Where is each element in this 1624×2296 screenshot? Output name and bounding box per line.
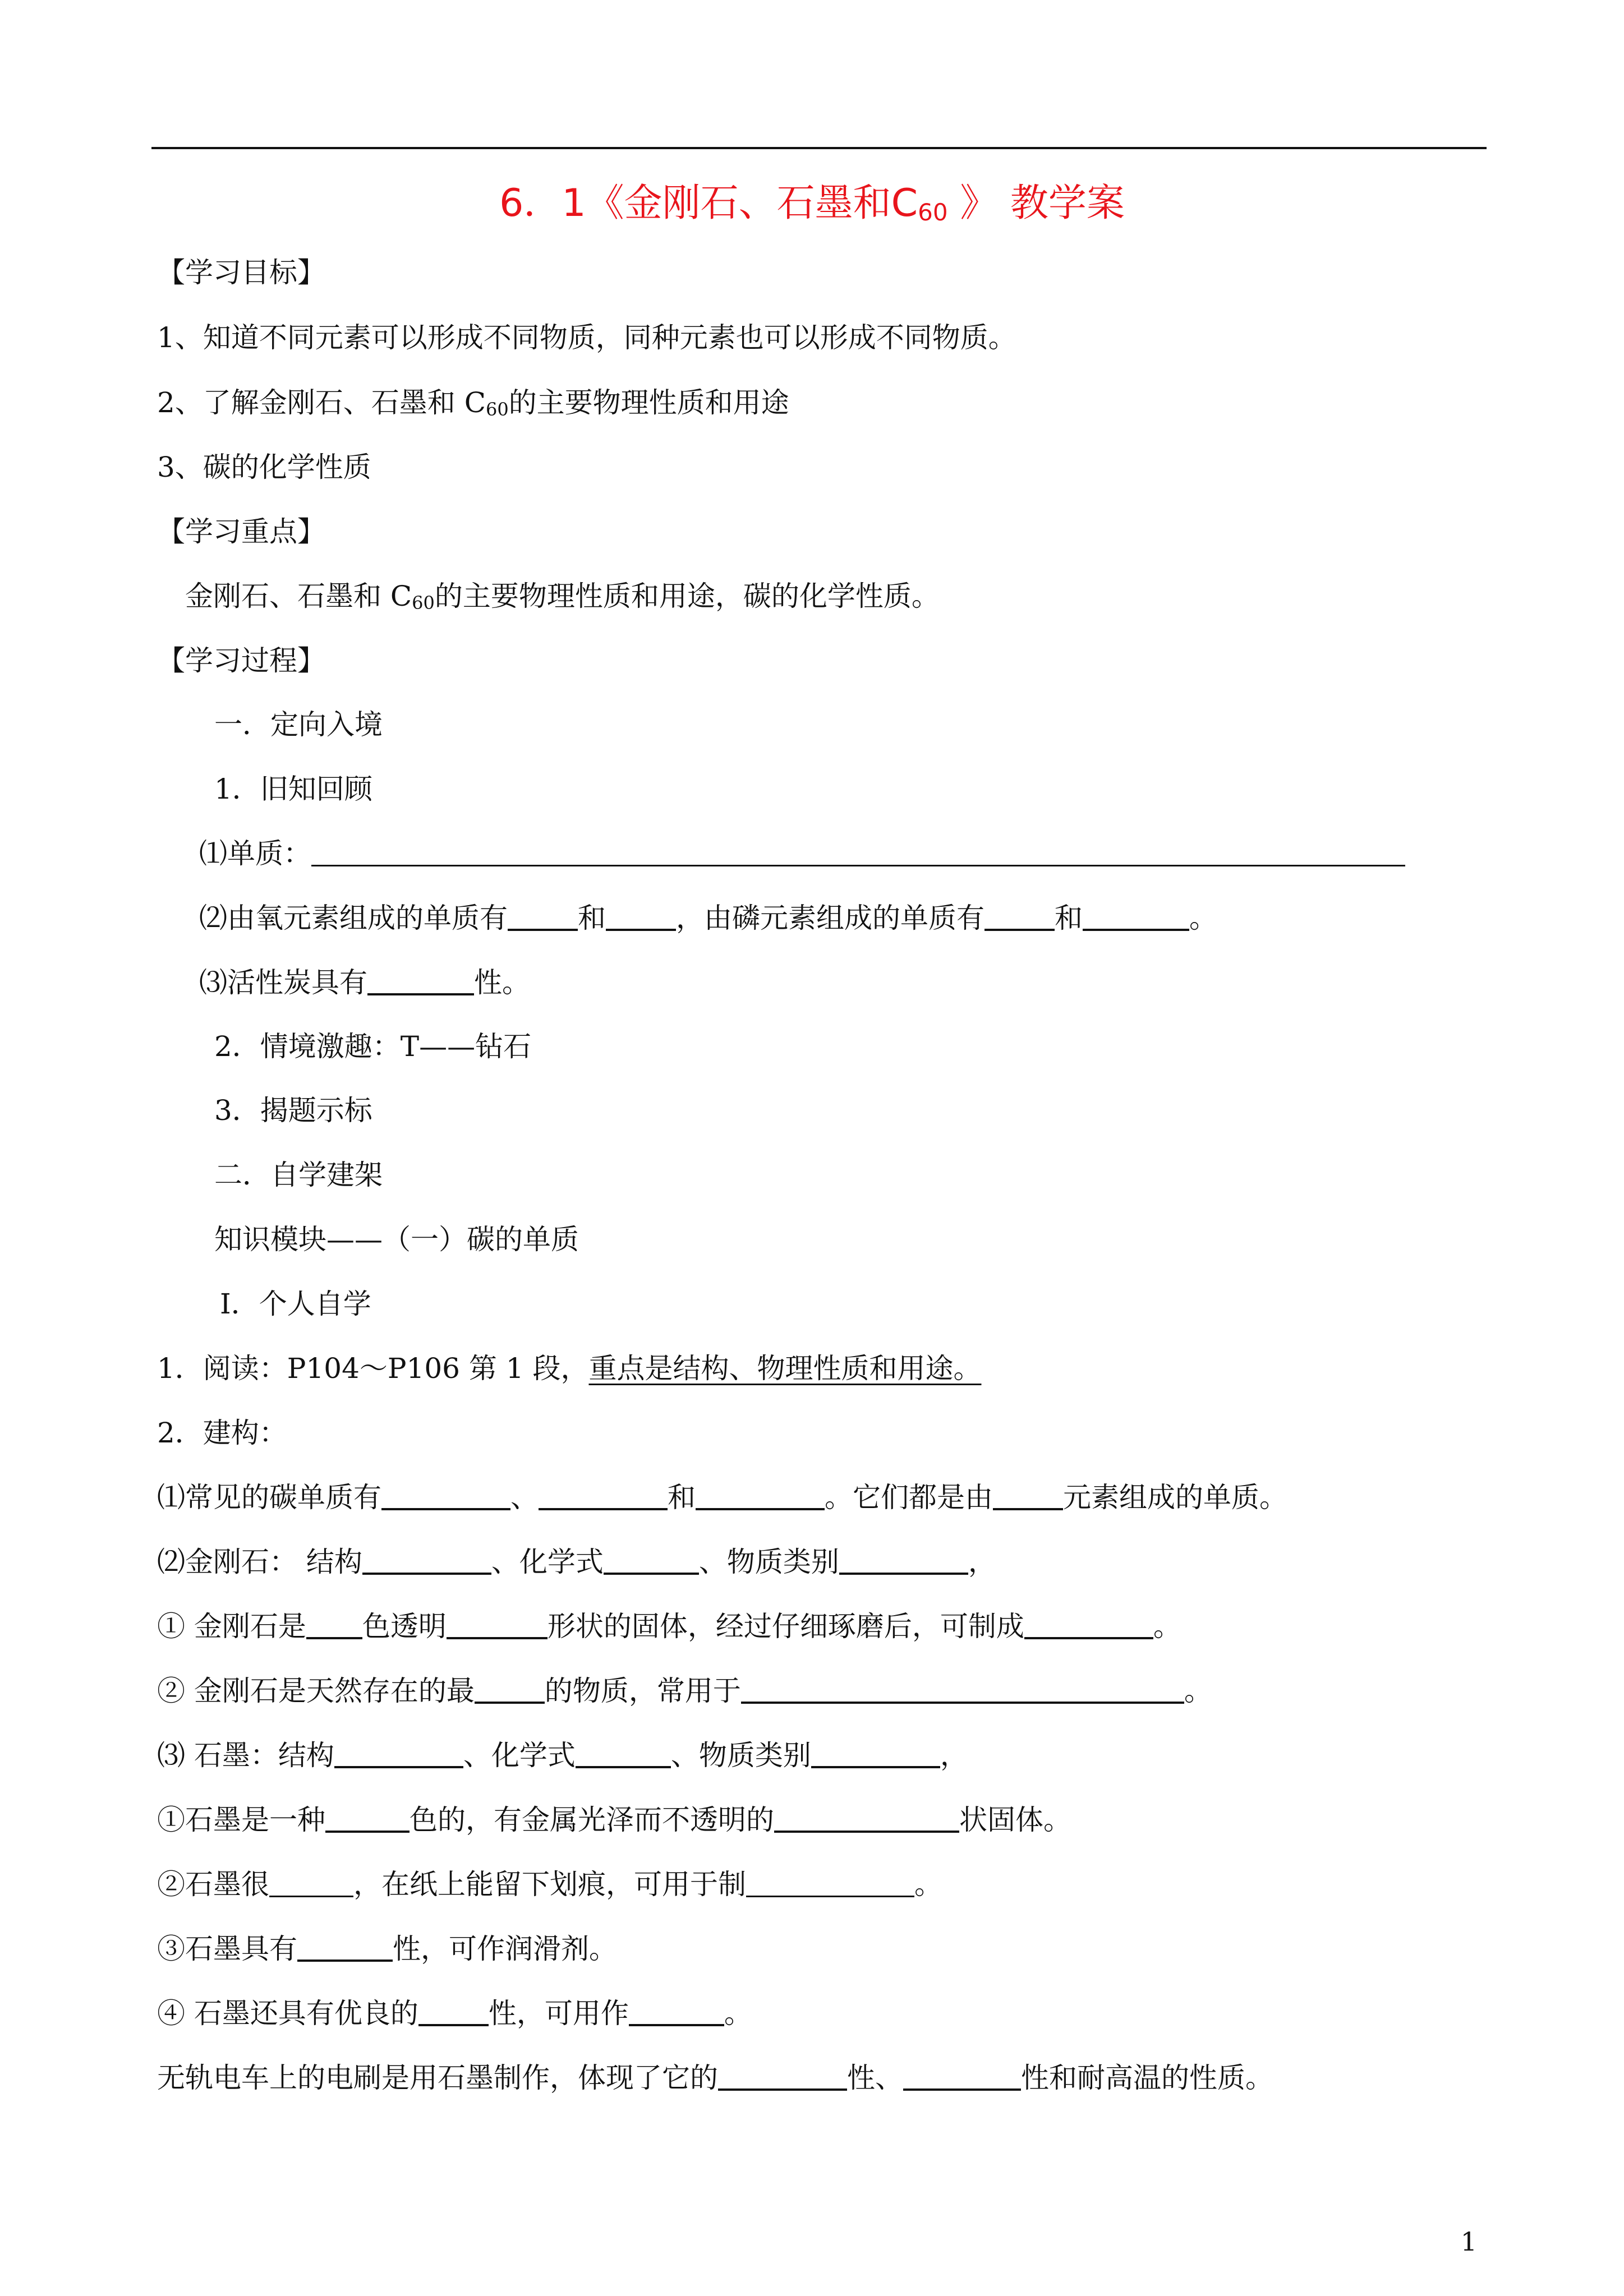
graphite-property-4: ④ 石墨还具有优良的 性，可用作 。 [157,1997,752,2030]
blank[interactable] [381,1481,510,1510]
blank[interactable] [306,1610,362,1639]
blank[interactable] [604,1546,699,1575]
question-2: ⑵由氧元素组成的单质有 和 ，由磷元素组成的单质有 和 。 [199,902,1217,934]
blank[interactable] [984,902,1055,931]
blank[interactable] [367,966,474,995]
trolleybus-brush: 无轨电车上的电刷是用石墨制作，体现了它的 性、 性和耐高温的性质。 [157,2062,1273,2094]
blank[interactable] [811,1739,940,1768]
blank[interactable] [741,1675,1184,1704]
section-1-1: 1．旧知回顾 [214,773,372,805]
blank[interactable] [774,1804,959,1833]
section-1-heading: 一．定向入境 [214,708,383,741]
section-1-2: 2．情境激趣：T——钻石 [214,1030,532,1063]
page-number: 1 [1460,2226,1477,2257]
question-3: ⑶活性炭具有 性。 [199,966,530,999]
self-study: Ⅰ．个人自学 [220,1288,371,1320]
blank[interactable] [475,1675,545,1704]
graphite-property-3: ③石墨具有 性，可作润滑剂。 [157,1933,617,1965]
section-2-heading: 二．自学建架 [214,1159,383,1191]
graphite-property-1: ①石墨是一种 色的，有金属光泽而不透明的 状固体。 [157,1804,1071,1836]
graphite-structure: ⑶ 石墨：结构 、化学式 、物质类别 ， [157,1739,968,1772]
diamond-property-2: ② 金刚石是天然存在的最 的物质，常用于 。 [157,1675,1212,1707]
blank[interactable] [839,1546,968,1575]
header-rule [151,147,1487,149]
section-1-3: 3．揭题示标 [214,1094,372,1127]
reading-instruction: 1．阅读：P104～P106 第 1 段，重点是结构、物理性质和用途。 [157,1352,982,1385]
diamond-property-1: ① 金刚石是 色透明 形状的固体，经过仔细琢磨后，可制成 。 [157,1610,1181,1643]
objectives-heading: 【学习目标】 [157,256,325,289]
blank[interactable] [993,1481,1063,1510]
question-1: ⑴单质： [199,837,1405,870]
blank[interactable] [297,1933,393,1962]
blank[interactable] [325,1804,410,1833]
objective-3: 3、碳的化学性质 [157,451,371,483]
blank[interactable] [746,1869,914,1897]
build-heading: 2．建构： [157,1417,287,1449]
blank[interactable] [269,1869,353,1897]
keypoints-heading: 【学习重点】 [157,515,325,548]
blank[interactable] [718,2062,847,2091]
blank[interactable] [1024,1610,1153,1639]
blank[interactable] [696,1481,825,1510]
blank[interactable] [576,1739,671,1768]
keypoints-text: 金刚石、石墨和 $C_{60}$的主要物理性质和用途，碳的化学性质。 [185,580,940,614]
objective-1: 1、知道不同元素可以形成不同物质，同种元素也可以形成不同物质。 [157,321,1016,354]
blank[interactable] [539,1481,668,1510]
blank[interactable] [447,1610,548,1639]
graphite-property-2: ②石墨很 ，在纸上能留下划痕，可用于制 。 [157,1868,942,1901]
blank[interactable] [418,1997,489,2026]
blank[interactable] [311,838,1405,866]
objective-2: 2、了解金刚石、石墨和 $C_{60}$的主要物理性质和用途 [157,386,789,420]
blank[interactable] [362,1546,491,1575]
process-heading: 【学习过程】 [157,644,325,677]
blank[interactable] [629,1997,724,2026]
knowledge-module: 知识模块——（一）碳的单质 [214,1223,579,1256]
blank[interactable] [903,2062,1021,2091]
blank[interactable] [606,902,676,931]
blank[interactable] [508,902,578,931]
carbon-question-1: ⑴常见的碳单质有 、 和 。它们都是由 元素组成的单质。 [157,1481,1287,1514]
blank[interactable] [334,1739,463,1768]
diamond-structure: ⑵金刚石： 结构 、化学式 、物质类别 ， [157,1546,996,1578]
document-title: 6．1《金刚石、石墨和$C_{60}$ 》 教学案 [499,181,1125,226]
blank[interactable] [1083,902,1189,931]
